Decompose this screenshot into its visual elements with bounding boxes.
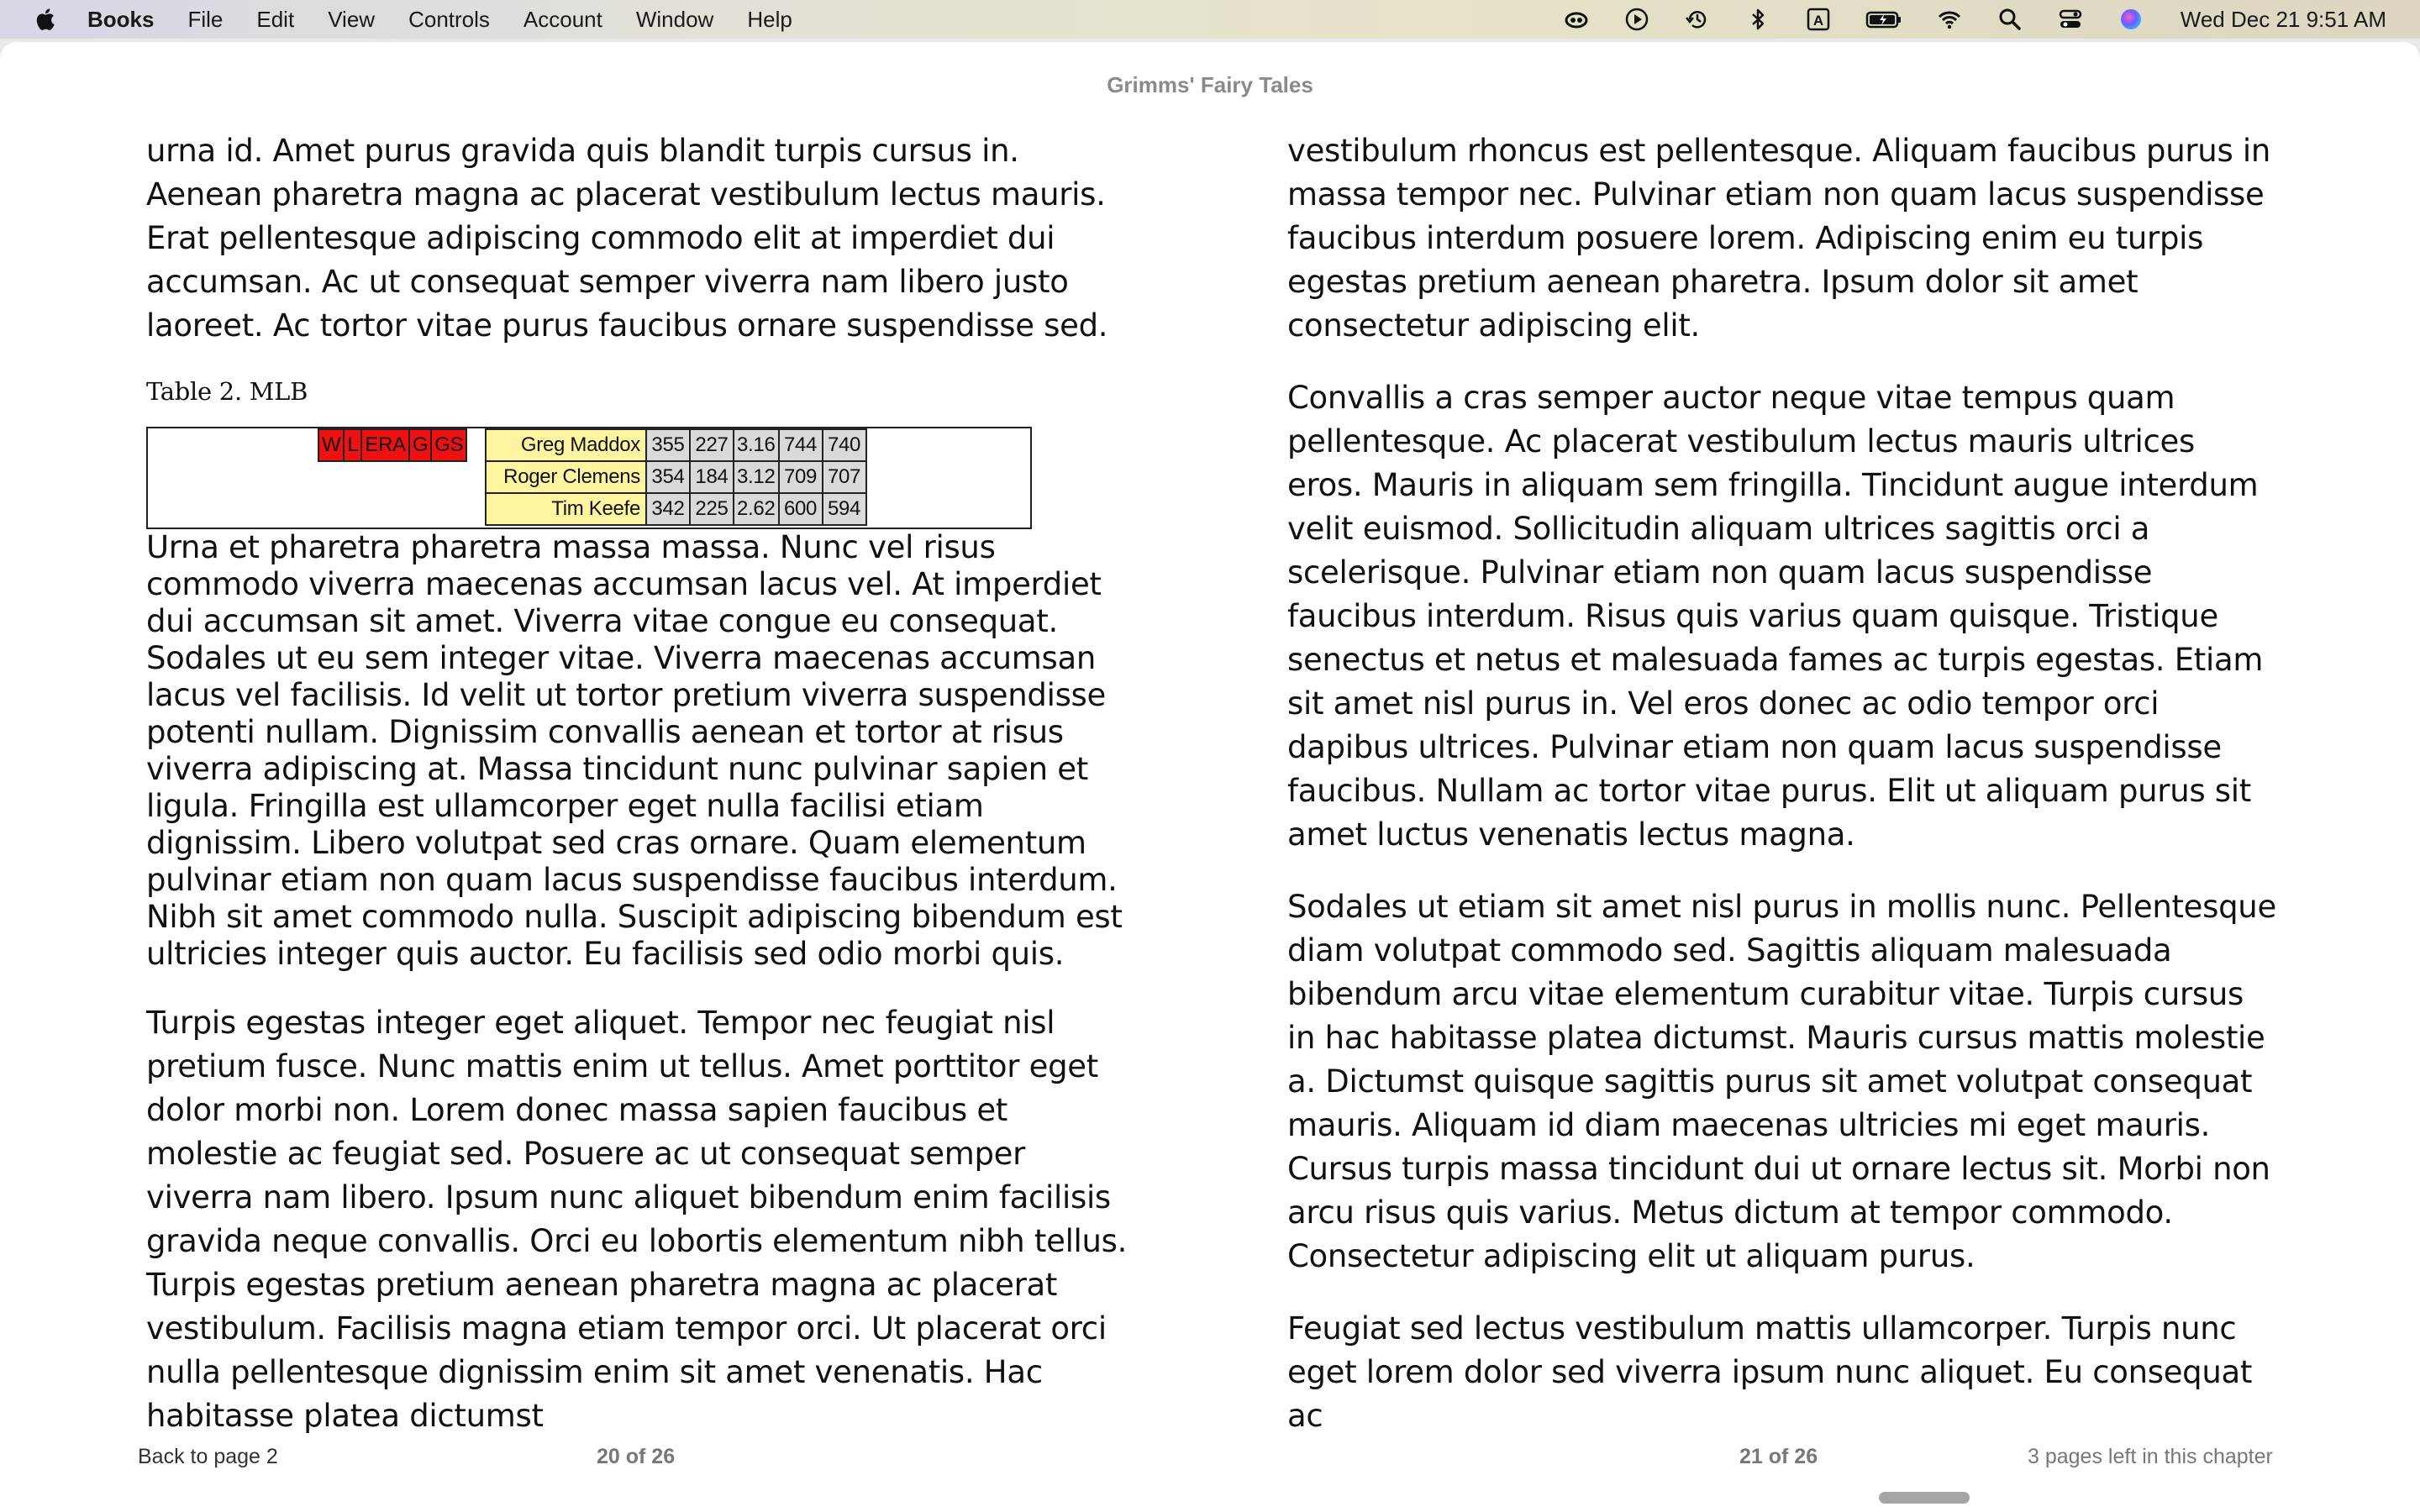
input-source-label: A — [1812, 13, 1823, 29]
window-resize-handle[interactable] — [1879, 1492, 1970, 1504]
paragraph: Sodales ut etiam sit amet nisl purus in mollis nunc. Pellentesque diam volutpat commodo sed. Sagittis aliquam malesuada bibendum arcu vitae elementum curabitur vitae. Turpis cursus in hac habitasse platea dictumst. Mauris cursus mattis molestie a. Dictumst quisque sagittis purus sit amet volutpat consequat mauris. Aliquam id diam maecenas ultricies mi eget mauris. Cursus turpis massa tincidunt dui ut ornare lectus sit. Morbi non arcu risus quis varius. Metus dictum at tempor commodo. Consectetur adipiscing elit ut aliquam purus. — [1287, 889, 2276, 1274]
table-header-cell: W — [318, 429, 344, 461]
paragraph: Urna et pharetra pharetra massa massa. Nunc vel risus commodo viverra maecenas accumsan lacus vel. At imperdiet dui accumsan sit amet. Viverra vitae congue eu consequat. Sodales ut eu sem integer vitae. Viverra maecenas accumsan lacus vel facilisis. Id velit ut tortor pretium viverra suspendisse potenti nullam. Dignissim convallis aenean et tortor at risus viverra adipiscing at. Massa tincidunt nunc pulvinar sapien et ligula. Fringilla est ullamcorper eget nulla facilisi etiam dignissim. Libero volutpat sed cras ornare. Quam elementum pulvinar etiam non quam lacus suspendisse faucibus interdum. Nibh sit amet commodo nulla. Suscipit adipiscing bibendum est ultricies integer quis auctor. Eu facilisis sed odio morbi quis. — [146, 529, 1123, 972]
stat-cell: 184 — [690, 461, 734, 493]
wifi-icon[interactable] — [1935, 5, 1964, 34]
table-header-cell: G — [409, 429, 431, 461]
paragraph: vestibulum rhoncus est pellentesque. Aliquam faucibus purus in massa tempor nec. Pulvinar etiam non quam lacus suspendisse faucibus interdum posuere lorem. Adipiscing enim eu turpis egestas pretium aenean pharetra. Ipsum dolor sit amet consectetur adipiscing elit. — [1287, 133, 2271, 344]
table-row — [486, 493, 866, 525]
menu-file[interactable]: File — [187, 6, 224, 32]
stat-cell: 3.12 — [734, 461, 779, 493]
table-header-cell: ERA — [361, 429, 408, 461]
left-page-number: 20 of 26 — [597, 1445, 676, 1468]
input-source-icon[interactable] — [1804, 5, 1833, 34]
stat-cell: 225 — [690, 493, 734, 525]
books-window — [0, 42, 2420, 1512]
table-header-cell: GS — [431, 429, 466, 461]
time-machine-icon[interactable] — [1683, 5, 1712, 34]
table-header-cell: L — [344, 429, 361, 461]
table-header — [318, 428, 467, 462]
left-page — [146, 129, 1138, 1467]
stat-cell: 355 — [646, 429, 690, 461]
menu-app-books[interactable]: Books — [87, 6, 155, 32]
paragraph: urna id. Amet purus gravida quis blandit turpis cursus in. Aenean pharetra magna ac placerat vestibulum lectus mauris. Erat pellentesque adipiscing commodo elit at imperdiet dui accumsan. Ac ut consequat semper viverra nam libero justo laoreet. Ac tortor vitae purus faucibus ornare suspendisse sed. — [146, 133, 1108, 344]
player-name: Greg Maddox — [486, 429, 646, 461]
right-page-number: 21 of 26 — [1739, 1445, 1818, 1468]
menu-controls[interactable]: Controls — [408, 6, 490, 32]
apple-menu-icon[interactable] — [32, 6, 57, 33]
play-icon[interactable] — [1623, 5, 1651, 34]
paragraph: Feugiat sed lectus vestibulum mattis ullamcorper. Turpis nunc eget lorem dolor sed viverra ipsum nunc aliquet. Eu consequat ac — [1287, 1310, 2253, 1434]
menu-view[interactable]: View — [328, 6, 376, 32]
stat-cell: 354 — [646, 461, 690, 493]
stat-cell: 744 — [779, 429, 823, 461]
stat-cell: 2.62 — [734, 493, 779, 525]
table-body — [485, 428, 867, 526]
menu-bar — [0, 0, 2420, 39]
stat-cell: 3.16 — [734, 429, 779, 461]
search-icon[interactable] — [1996, 5, 2024, 34]
player-name: Tim Keefe — [486, 493, 646, 525]
stat-cell: 707 — [823, 461, 866, 493]
siri-icon[interactable] — [2117, 5, 2145, 34]
book-title: Grimms' Fairy Tales — [1107, 72, 1313, 97]
stat-cell: 594 — [823, 493, 866, 525]
menu-window[interactable]: Window — [635, 6, 714, 32]
control-center-icon[interactable] — [2056, 5, 2085, 34]
mlb-table — [146, 427, 1032, 529]
bluetooth-icon[interactable] — [1744, 5, 1772, 34]
stat-cell: 600 — [779, 493, 823, 525]
stat-cell: 740 — [823, 429, 866, 461]
table-row — [486, 429, 866, 461]
stat-cell: 227 — [690, 429, 734, 461]
stat-cell: 342 — [646, 493, 690, 525]
right-page — [1287, 129, 2279, 1467]
back-to-page-link[interactable]: Back to page 2 — [138, 1445, 278, 1468]
table-caption: Table 2. MLB — [146, 377, 308, 406]
menu-edit[interactable]: Edit — [256, 6, 295, 32]
paragraph: Turpis egestas integer eget aliquet. Tempor nec feugiat nisl pretium fusce. Nunc mattis enim ut tellus. Amet porttitor eget dolor morbi non. Lorem donec massa sapien faucibus et molestie ac feugiat sed. Posuere ac ut consequat semper viverra nam libero. Ipsum nunc aliquet bibendum enim facilisis gravida neque convallis. Orci eu lobortis elementum nibh tellus. Turpis egestas pretium aenean pharetra magna ac placerat vestibulum. Facilisis magna etiam tempor orci. Ut placerat orci nulla pellentesque dignissim enim sit amet venenatis. Hac habitasse platea dictumst — [146, 1005, 1128, 1434]
battery-icon[interactable] — [1865, 5, 1903, 34]
player-name: Roger Clemens — [486, 461, 646, 493]
stat-cell: 709 — [779, 461, 823, 493]
creative-cloud-icon[interactable] — [1562, 5, 1591, 34]
paragraph: Convallis a cras semper auctor neque vitae tempus quam pellentesque. Ac placerat vestibulum lectus mauris ultrices eros. Mauris in aliquam sem fringilla. Tincidunt augue interdum velit euismod. Sollicitudin aliquam ultrices sagittis orci a scelerisque. Pulvinar etiam non quam lacus suspendisse faucibus interdum. Risus quis varius quam quisque. Tristique senectus et netus et malesuada fames ac turpis egestas. Etiam sit amet nisl purus in. Vel eros donec ac odio tempor orci dapibus ultrices. Pulvinar etiam non quam lacus suspendisse faucibus. Nullam ac tortor vitae purus. Elit ut aliquam purus sit amet luctus venenatis lectus magna. — [1287, 380, 2264, 853]
menu-clock[interactable]: Wed Dec 21 9:51 AM — [2180, 6, 2386, 32]
menu-account[interactable]: Account — [523, 6, 602, 32]
pages-left-label: 3 pages left in this chapter — [2028, 1445, 2273, 1468]
status-menu-area — [1530, 0, 2386, 39]
table-row — [486, 461, 866, 493]
menu-help[interactable]: Help — [747, 6, 792, 32]
